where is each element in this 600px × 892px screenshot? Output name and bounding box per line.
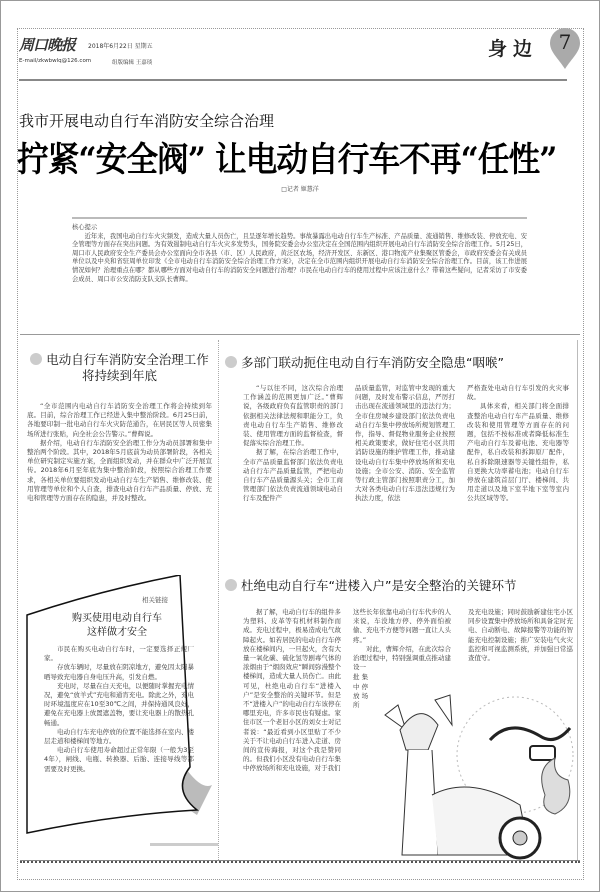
section1-title (22, 352, 217, 384)
char: 中 (353, 682, 360, 691)
paragraph: 存放车辆时，尽量放在阴凉地方，避免因太阳暴晒导致充电器自身电压升高，引发自燃。 (44, 663, 194, 681)
section2-col2 (355, 384, 455, 504)
pencil-icon (225, 579, 237, 591)
sidebar-title-line1: 购买使用电动自行车 (72, 613, 162, 624)
section3-title (225, 578, 575, 594)
scooter-fire-illustration (340, 690, 580, 860)
main-headline: 拧紧“安全阀” 让电动自行车不再“任性” (17, 140, 557, 180)
sidebar-body (44, 645, 194, 774)
sidebar-title (32, 612, 202, 640)
paragraph: 市民在购买电动自行车时，一定要选择正规厂家。 (44, 645, 194, 663)
issue-date: 2018年6月22日 星期五 (88, 43, 153, 50)
bottom-rule (20, 860, 580, 863)
section1-title-line1: 电动自行车消防安全治理工作 (46, 352, 209, 367)
section1-title-line2: 将持续到年底 (81, 368, 157, 383)
divider (72, 217, 527, 219)
char: 停 (361, 682, 369, 691)
section2-col3 (467, 384, 569, 504)
char: 批 (353, 673, 360, 682)
char: 所 (353, 701, 360, 710)
paragraph: 这些长年依靠电动自行车代步的人来说，车没地方停、停外面怕被偷、充电不方便等问题一直让人头疼。” (353, 608, 451, 644)
paragraph: 据介绍，电动自行车消防安全治理工作分为动员部署和集中整治两个阶段。其中，2018年5月底前为动员部署阶段，各相关单位研究制定实施方案，全面组织发动，并在群众中广泛开展宣传。2018年6月至年底为集中整治阶段，按照综合治理工作要求，各相关单位要组织发动电动自行车生产销售、维修改装、使用管理等单位和个人自查，排查电动自行车产品质量、停放、充电和管理等方面存在的隐患，并及时整改。 (27, 438, 212, 503)
paragraph: 对此，曹辉介绍，在此次综合治理过程中，特别强调重点推动建设一 (353, 644, 451, 672)
sidebar-title-line2: 这样做才安全 (87, 627, 147, 638)
section2-col1 (243, 384, 343, 504)
section2-title-text: 多部门联动扼住电动自行车消防安全隐患“咽喉” (241, 355, 504, 370)
masthead-logo: 周口晚报 (19, 36, 76, 54)
page-number: 7 (558, 30, 572, 54)
related-link-box (22, 575, 217, 840)
char: 集 (361, 673, 369, 682)
paragraph: “与以往不同，这次综合治理工作涵盖的范围更加广泛。”曹辉说，各级政府负有监管职责的部门依据相关法律法规和职能分工，负责电动自行车生产销售、维修改装、使用管理方面的监督检查，督促落实综合治理工作。 (243, 384, 343, 448)
byline: □记者 姬慧洋 (281, 186, 319, 193)
pencil-icon (30, 353, 42, 365)
column-divider (218, 340, 219, 860)
email: E-mail/zkwbwlq@126.com (19, 58, 92, 64)
kicker: 我市开展电动自行车消防安全综合治理 (19, 112, 275, 130)
section2-title (225, 355, 575, 371)
header-rule (19, 79, 567, 81)
paragraph: 据了解，在综合治理工作中，全市产品质量监督部门依法负责电动自行车产品质量监管，严把电动自行车产品质量源头关；全市工商管理部门依法负责流通领域电动自行车及配件产 (243, 448, 343, 503)
section-name: 身边 (488, 38, 539, 60)
section1-body (27, 402, 212, 503)
paragraph: 及充电设施；同时鼓励新建住宅小区同步设置集中停放场所和具备定时充电、自动断电、故障报警等功能的智能充电控制设施；推广安装电气火灾监控和可视监测系统，并加强日常巡查值守。 (468, 608, 573, 663)
pencil-icon (225, 356, 237, 368)
paragraph: 电动自行车充电停放的位置不能选择在室内、楼层走道和楼梯间等地方。 (44, 727, 194, 746)
core-summary (72, 224, 527, 284)
section3-title-text: 杜绝电动自行车“进楼入户”是安全整治的关键环节 (241, 578, 517, 593)
paragraph: 电动自行车使用寿命超过正常年限（一般为3至4年），闸线、电瓶、转换器、后胎、连接导线等都需要及时更换。 (44, 746, 194, 773)
divider (20, 334, 580, 335)
paragraph: “全市范围内电动自行车消防安全治理工作将会持续到年底。目前，综合治理工作已经进入集中整治阶段。6月25日前，各地要印制一批电动自行车火灾防范通告，在居民区等人员密集场所进行张贴，向全社会公告警示。”曹辉说。 (27, 402, 212, 438)
char: 场 (361, 691, 369, 700)
section3-col3 (468, 608, 573, 663)
divider (150, 843, 218, 846)
editor: 组版编辑 王嘉琰 (112, 60, 153, 66)
char: 放 (353, 691, 360, 700)
paragraph: 品质量监管，对监管中发现的重大问题，及时发布警示信息，严厉打击出现在流通领域里的违法行为；全市住房城乡建设部门依法负责电动自行车集中停放场所规划管理工作，指导、督促物业服务企业按照相关政策要求，做好住宅小区共用消防设施的维护管理工作，推动建设电动自行车集中停放场所和充电设施；全市公安、消防、安全监管等行政主管部门按照职责分工，加大对各类电动自行车违法违规行为执法力度，依法 (355, 384, 455, 503)
paragraph: 充电时，尽量在白天充电，以便随时掌握充电情况，避免“放羊式”充电和通宵充电。除此之外，充电时环境温度应在10至30℃之间，并保持通风良好，避免在充电器上放置遮盖物，要让充电器上的散热孔畅通。 (44, 681, 194, 727)
core-label: 核心提示 (72, 224, 98, 231)
core-text: 近年来，我国电动自行车火灾频发，造成大量人员伤亡，且呈逐年增长趋势。事故暴露出电动自行车生产标准、产品质量、流通销售、维修改装、停放充电、安全管理等方面存在突出问题。为有效遏制电动自行车火灾多发势头，国务院安委会办公室决定在全国范围内组织开展电动自行车消防安全综合治理工作。5月25日，周口市人民政府安全生产委员会办公室面向全市各县（市、区）人民政府，黄泛区农场，经济开发区、东新区、港口物流产业集聚区管委会，市政府安委会有关成员单位以及中央和省驻周单位印发《全市电动自行车消防安全综合治理工作方案》，决定在全市范围内组织开展电动自行车消防安全综合治理工作。目前，该工作进展情况如何？治理重点在哪？都从哪些方面对电动自行车的消防安全问题进行治理？市民在电动自行车的使用过程中应该注意什么？带着这些疑问，记者采访了市安委会成员、周口市公安消防支队支队长曹辉。 (72, 232, 527, 283)
paragraph: 严格查处电动自行车引发的火灾事故。 (467, 384, 569, 402)
paragraph: 据了解，电动自行车的组件多为塑料、皮革等有机材料制作而成。充电过程中，极易造成电气故障起火。如若居民的电动自行车停放在楼梯间内，一旦起火，含有大量一氧化碳、硫化氢等剧毒气体的浓烟由于“烟囱效应”瞬间弥漫整个楼梯间，造成大量人员伤亡。由此可见，杜绝电动自行车“进楼入户”是安全整治的关键环节。但是不“进楼入户”的电动自行车该停在哪里充电，许多市民也有疑虑。家住市区一个老旧小区的刘女士对记者说：“最近看到小区里贴了不少关于不让电动自行车进入走道、房间的宣传海报，对这个我是赞同的。但我们小区没有电动自行车集中停放场所和充电设施，对于我们 (243, 608, 341, 773)
related-link-label: 相关链接 (142, 596, 168, 604)
section3-col1 (243, 608, 341, 774)
paragraph: 具体来看，相关部门将全面排查整治电动自行车产品质量、维修改装和使用管理等方面存在的问题，包括不按标准或者降低标准生产电动自行车及蓄电池、充电器等配件，私自改装和拆卸原厂配件，私自拆除限速器等关键性组件，私自更换大功率蓄电池；电动自行车停放在建筑首层门厅、楼梯间、共用走道以及地下室半地下室等室内公共区域等等。 (467, 402, 569, 503)
